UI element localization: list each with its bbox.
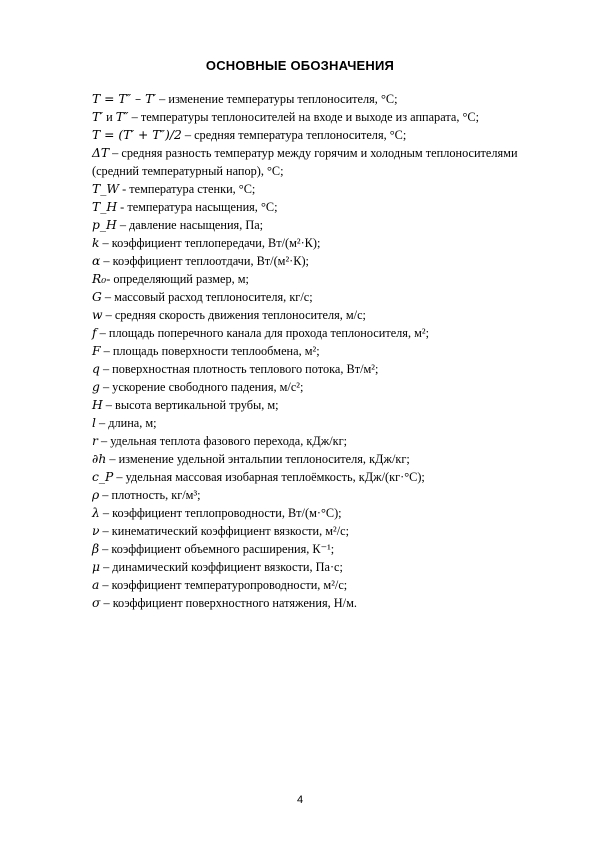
symbol: r [92,434,98,448]
list-item [60,108,545,126]
symbol: k [92,236,100,250]
list-item [60,576,545,594]
symbol: T_W [92,182,119,196]
definition: – массовый расход теплоносителя, кг/с; [101,290,313,304]
definition: – динамический коэффициент вязкости, Па·с; [100,560,343,574]
definition: – коэффициент теплопередачи, Вт/(м²·К); [99,236,321,250]
list-item [60,144,545,180]
definition: – коэффициент теплоотдачи, Вт/(м²·К); [100,254,309,268]
symbol: w [92,308,103,322]
definition: – длина, м; [95,416,157,430]
definition: – давление насыщения, Па; [116,218,264,232]
symbol: σ [92,596,101,610]
definition: и [103,110,116,124]
definition: – высота вертикальной трубы, м; [102,398,279,412]
symbol: β [92,542,100,556]
list-item [60,468,545,486]
definition: – поверхностная плотность теплового потока, Вт/м²; [99,362,379,376]
definition: – плотность, кг/м³; [99,488,201,502]
definition: – площадь поверхности теплообмена, м²; [100,344,320,358]
definition: – средняя разность температур между горячим и холодным теплоносителями (средний температурный напор), °С; [92,146,518,178]
list-item [60,378,545,396]
list-item [60,288,545,306]
list-item [60,252,545,270]
symbol: μ [92,560,100,574]
definition: – изменение температуры теплоносителя, °С; [156,92,398,106]
definition: – ускорение свободного падения, м/с²; [99,380,304,394]
symbol: q [92,362,100,376]
symbol: H [92,398,103,412]
definition: - определяющий размер, м; [106,272,249,286]
list-item [60,486,545,504]
definition: – коэффициент объемного расширения, К⁻¹; [99,542,335,556]
symbol: G [92,290,102,304]
symbol: T = T″ – T′ [92,92,157,106]
list-item [60,396,545,414]
symbol: T″ [115,110,129,124]
list-item [60,198,545,216]
list-item [60,234,545,252]
symbol: f [92,326,97,340]
symbol: R₀ [92,272,107,286]
symbol-list [60,90,545,612]
list-item [60,126,545,144]
definition: – изменение удельной энтальпии теплоносителя, кДж/кг; [106,452,410,466]
definition: – коэффициент температуропроводности, м²/с; [99,578,348,592]
list-item [60,594,545,612]
definition: – удельная массовая изобарная теплоёмкость, кДж/(кг·°С); [113,470,425,484]
definition: – площадь поперечного канала для прохода теплоносителя, м²; [96,326,429,340]
list-item [60,216,545,234]
symbol: l [92,416,96,430]
list-item [60,504,545,522]
list-item [60,450,545,468]
definition: – температуры теплоносителей на входе и выходе из аппарата, °С; [128,110,480,124]
list-item [60,90,545,108]
definition: - температура насыщения, °С; [117,200,278,214]
symbol: α [92,254,101,268]
symbol: ν [92,524,100,538]
definition: – средняя температура теплоносителя, °С; [181,128,407,142]
symbol: c_P [92,470,114,484]
symbol: g [92,380,100,394]
list-item [60,360,545,378]
symbol: ΔT [92,146,110,160]
list-item [60,522,545,540]
symbol: а [92,578,100,592]
list-item [60,414,545,432]
list-item [60,540,545,558]
list-item [60,180,545,198]
definition: - температура стенки, °С; [119,182,256,196]
symbol: F [92,344,101,358]
list-item [60,558,545,576]
definition: – кинематический коэффициент вязкости, м²/с; [99,524,350,538]
definition: – средняя скорость движения теплоносителя, м/с; [102,308,366,322]
page-title: ОСНОВНЫЕ ОБОЗНАЧЕНИЯ [205,58,395,73]
symbol: λ [92,506,100,520]
definition: – коэффициент поверхностного натяжения, Н/м. [100,596,357,610]
symbol: T_H [92,200,118,214]
symbol: ∂h [92,452,107,466]
list-item [60,432,545,450]
list-item [60,324,545,342]
definition: – удельная теплота фазового перехода, кДж/кг; [97,434,348,448]
list-item [60,270,545,288]
list-item [60,306,545,324]
symbol: p_H [92,218,117,232]
list-item [60,342,545,360]
symbol: T = (T′ + T″)/2 [92,128,182,142]
symbol: T′ [92,110,103,124]
page-number: 4 [296,794,304,806]
symbol: ρ [92,488,100,502]
definition: – коэффициент теплопроводности, Вт/(м·°С); [99,506,342,520]
